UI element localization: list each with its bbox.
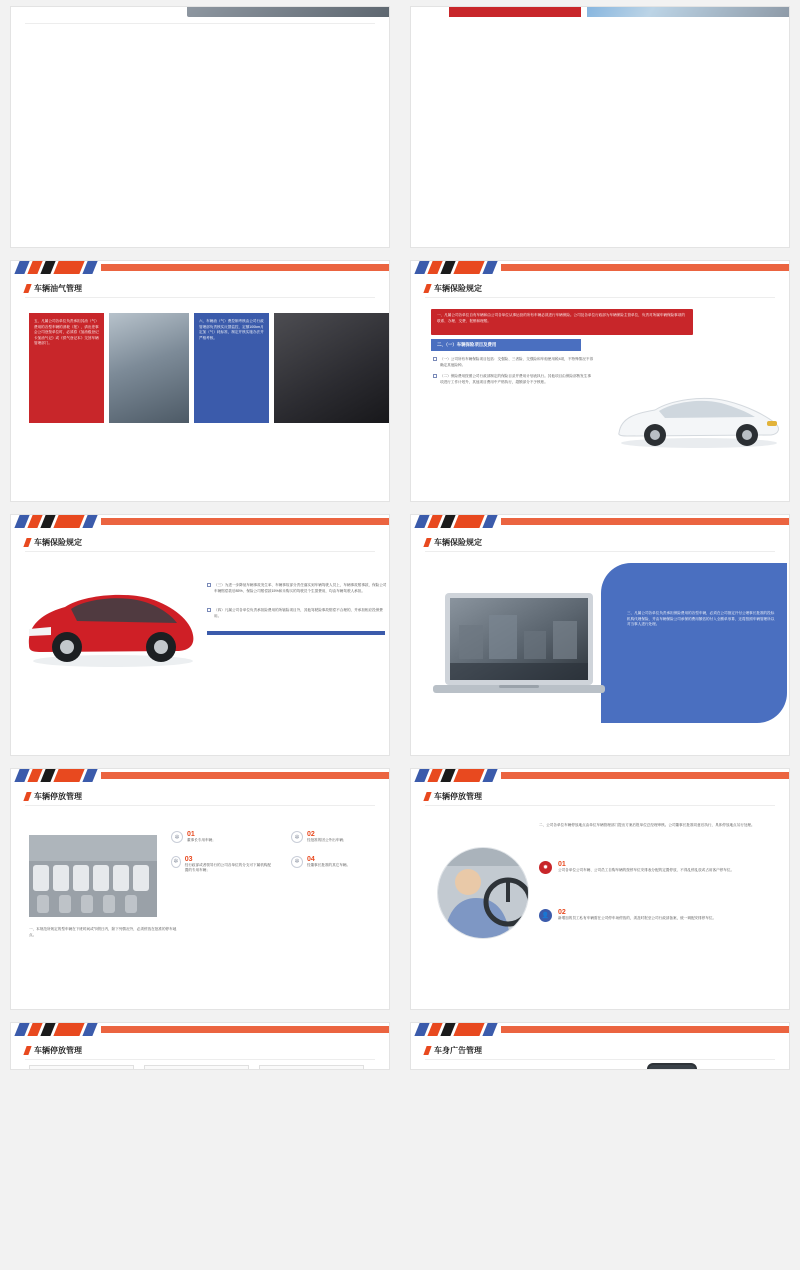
slide-cell (400, 762, 800, 1016)
slide-r2c2[interactable] (410, 260, 790, 502)
bullet-icon (207, 583, 211, 587)
slide-r5c2[interactable] (410, 1022, 790, 1070)
list-item: ✹ 01 公司各单位公司车辆、公司员工自购车辆的按停车位安排表分配的定置停放、不得乱停乱放或占用客户停车位。 (539, 861, 789, 874)
page-title: 车辆保险规定 (25, 537, 82, 548)
slide-r3c2[interactable] (410, 514, 790, 756)
page-title: 车辆停放管理 (25, 1045, 82, 1056)
red-banner: 一、凡属公司各单位自有车辆和由公司各单位从事运营的所有车辆必须进行车辆保险。公司及各单位行政部为车辆保险主管单位，负责对所属车辆保险事项的联系、办理、交费、报销和理赔。 (431, 309, 693, 335)
accent-bar (207, 631, 385, 635)
divider (25, 1059, 375, 1060)
slide-cell (0, 0, 400, 254)
slide-cell (400, 508, 800, 762)
page-title: 车辆停放管理 (25, 791, 82, 802)
card-row (29, 1065, 364, 1070)
white-sedan-photo (607, 381, 787, 453)
driver-illustration (438, 848, 529, 939)
slide-blank-area (411, 42, 789, 247)
page-title: 车辆保险规定 (425, 283, 482, 294)
road-photo (587, 6, 790, 17)
panel-text: 三、凡属公司各单位负责承担保险费用的各型车辆，必须在公司指定开付公理事长批准的投标机构代理保险，并由车辆保险公司承保的费用额估的付入全额单形算，还将按照车辆管理所以对当事人进行处理。 (627, 611, 775, 627)
bullet-icon (207, 608, 211, 612)
list-item: ✲ 01 董事长专用车辆； (171, 831, 271, 844)
page-title: 车辆停放管理 (425, 791, 482, 802)
page-title: 车身广告管理 (425, 1045, 482, 1056)
gear-icon: ✲ (291, 831, 303, 843)
divider (425, 551, 775, 552)
driver-photo (437, 847, 529, 939)
content-card-red: 五、凡属公司各单位负责承担其油（气）费用的各型车辆的消耗（报），请出差事会公司登按单位时，必须将《加油级登记卡加油气记》或《供气登记本》交回车辆管理部门。 (29, 313, 104, 423)
slide-blank-area (11, 42, 389, 247)
list-item: （三）为进一步降低车辆事故发生率、车辆事故部分责任落实到车辆驾驶人员上，车辆事故赔事款，保险公司车辆赔偿款后85%、保险公司赔偿款15%和未购买的驾驶员个生损费用，均由车辆驾驶人承担。 (207, 583, 387, 594)
red-car-photo (21, 573, 201, 673)
phone-mockup (647, 1063, 697, 1070)
slide-cell (0, 508, 400, 762)
parking-lot-photo (29, 835, 157, 917)
gear-icon: ✲ (171, 856, 181, 868)
content-card (29, 1065, 134, 1070)
laptop-mockup (429, 585, 609, 705)
slide-r3c1[interactable] (10, 514, 390, 756)
stamp-icon: ✹ (539, 861, 552, 874)
corner-ribbon (11, 769, 389, 782)
slide-cell (400, 254, 800, 508)
list-item: （一）公司所有车辆保险项目包括：交强险、三者险、交强险和车船使用税4项，不特殊情况不得确定其他险种。 (433, 357, 593, 368)
corner-ribbon (411, 769, 789, 782)
divider (25, 551, 375, 552)
divider (25, 23, 375, 24)
list-item: 👤 02 新增加的员工私有车辆需在公司停车场停放的，须及时报至公司行政部备案，统一调配安排停车位。 (539, 909, 789, 922)
bullet-list (433, 357, 593, 385)
content-card-blue: 六、车辆油（气）费控制考核由公司行政管理部负责核实反馈监控，定额100km月定加（气）耗标准，制定并核实施办法并严格考核。 (194, 313, 269, 423)
list-item: （四）凡属公司各单位负责承担险费用的所辖险项目外，其他驾驶险事故赔偿不合理的，并承担相应投保费用。 (207, 608, 387, 619)
laptop-illustration (429, 585, 609, 705)
slide-r1c1[interactable] (10, 6, 390, 248)
slide-cell (400, 1016, 800, 1270)
corner-ribbon (11, 261, 389, 274)
section-subheader: 二、（一）车辆保险项目及费用 (431, 339, 581, 351)
slide-cell (0, 1016, 400, 1270)
red-car-illustration (21, 573, 201, 673)
footer-text: 一、本规范所规定的型车辆在下班时间或节假日内，除下列情况外，必须停放在批准的停车地点。 (29, 927, 177, 937)
gear-icon: ✲ (291, 856, 303, 868)
divider (425, 1059, 775, 1060)
corner-ribbon (11, 515, 389, 528)
blue-panel (601, 563, 787, 723)
sedan-illustration (607, 381, 787, 453)
divider (425, 805, 775, 806)
slide-r2c1[interactable] (10, 260, 390, 502)
slide-r5c1[interactable] (10, 1022, 390, 1070)
content-card (259, 1065, 364, 1070)
intro-text: 二、公司各单位车辆停放地点由单位车辆管理部门提出方案后报单位总经理审核。公司董事长批准同意后执行，具体停放地点另行处理。 (539, 823, 755, 827)
slide-r4c2[interactable] (410, 768, 790, 1010)
content-card (144, 1065, 249, 1070)
page-title: 车辆保险规定 (425, 537, 482, 548)
divider (425, 297, 775, 298)
bullet-icon (433, 374, 437, 378)
car-photo (187, 6, 390, 17)
corner-ribbon (411, 261, 789, 274)
list-item: ✲ 04 经董事长批准的其它车辆。 (291, 856, 390, 874)
corner-ribbon (11, 1023, 389, 1036)
bullet-icon (433, 357, 437, 361)
slide-cell (400, 0, 800, 254)
list-item: ✲ 02 经批准的因公外出车辆； (291, 831, 390, 844)
parked-cars-illustration (29, 835, 157, 917)
corner-ribbon (411, 515, 789, 528)
bullet-list (207, 583, 387, 619)
slide-cell (0, 254, 400, 508)
slide-cell (0, 762, 400, 1016)
car-interior-photo (274, 313, 390, 423)
person-icon: 👤 (539, 909, 552, 922)
numbered-list (171, 831, 390, 874)
divider (25, 297, 375, 298)
slide-r4c1[interactable] (10, 768, 390, 1010)
divider (25, 805, 375, 806)
list-item: （二）保险费用按照公司行政部制定的保险目录并费用计划表执行。其他项目由保险部核发生事项进行工作计划外，其他项目费用中产格执行，超额部分不予核账。 (433, 374, 593, 385)
gear-icon: ✲ (171, 831, 183, 843)
city-photo (109, 313, 189, 423)
corner-ribbon (411, 1023, 789, 1036)
red-banner (449, 6, 581, 17)
list-item: ✲ 03 经行政部或者领导行的公司各单位的分支可下属机构配置的专用车辆； (171, 856, 271, 874)
page-title: 车辆油气管理 (25, 283, 82, 294)
slide-r1c2[interactable] (410, 6, 790, 248)
